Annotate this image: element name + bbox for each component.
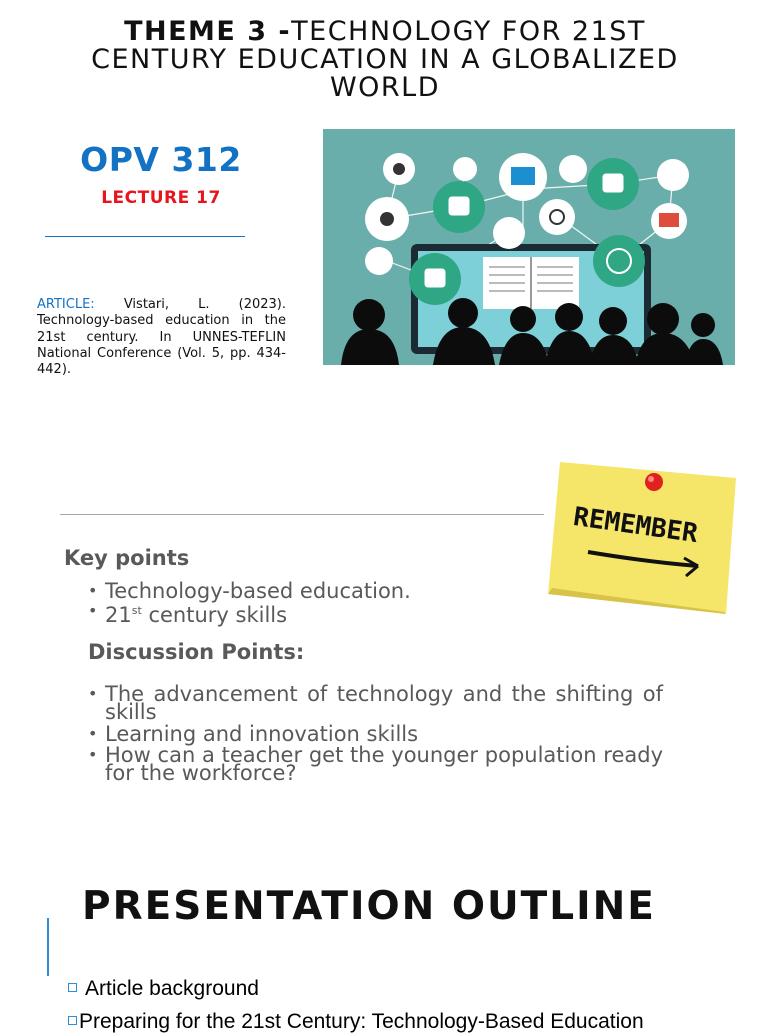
accent-bar [47,918,49,976]
checkbox-bullet-icon [68,983,77,992]
article-label: ARTICLE: [37,297,95,312]
presentation-outline-title: PRESENTATION OUTLINE [82,884,656,929]
discussion-points-title: Discussion Points: [88,640,305,664]
key-points-title: Key points [64,546,190,570]
list-item: • Learning and innovation skills [88,722,419,746]
article-citation [37,297,286,378]
article-text: Vistari, L. (2023). Technology-based education in the 21st century. In UNNES-TEFLIN National Conference (Vol. 5, pp. 434-442). [37,297,286,378]
bullet-icon: • [88,724,98,743]
outline-item: Article background [68,977,259,1001]
bullet-icon: • [88,745,98,764]
list-item: • 21st century skills [88,601,288,627]
list-item: • The advancement of technology and the shifting of skills [88,682,663,724]
outline-item: Preparing for the 21st Century: Technology-Based Education [68,1010,644,1034]
list-item: • How can a teacher get the younger population ready for the workforce? [88,743,663,785]
technology-education-illustration [323,129,735,365]
bullet-icon: • [88,581,98,600]
sticky-note-text: REMEMBER [571,502,700,550]
theme-label: THEME 3 - [124,16,292,47]
divider [60,514,544,515]
list-item: • Technology-based education. [88,579,411,603]
course-code: OPV 312 [80,140,242,179]
remember-sticky-note [548,462,736,614]
theme-title-line3: WORLD [329,72,441,103]
divider [45,236,245,237]
theme-title-line1: TECHNOLOGY FOR 21ST [291,16,646,47]
theme-title-line2: CENTURY EDUCATION IN A GLOBALIZED [91,44,679,75]
bullet-icon: • [88,684,98,703]
bullet-icon: • [88,601,98,620]
lecture-number: LECTURE 17 [101,188,221,208]
theme-title [40,18,730,102]
